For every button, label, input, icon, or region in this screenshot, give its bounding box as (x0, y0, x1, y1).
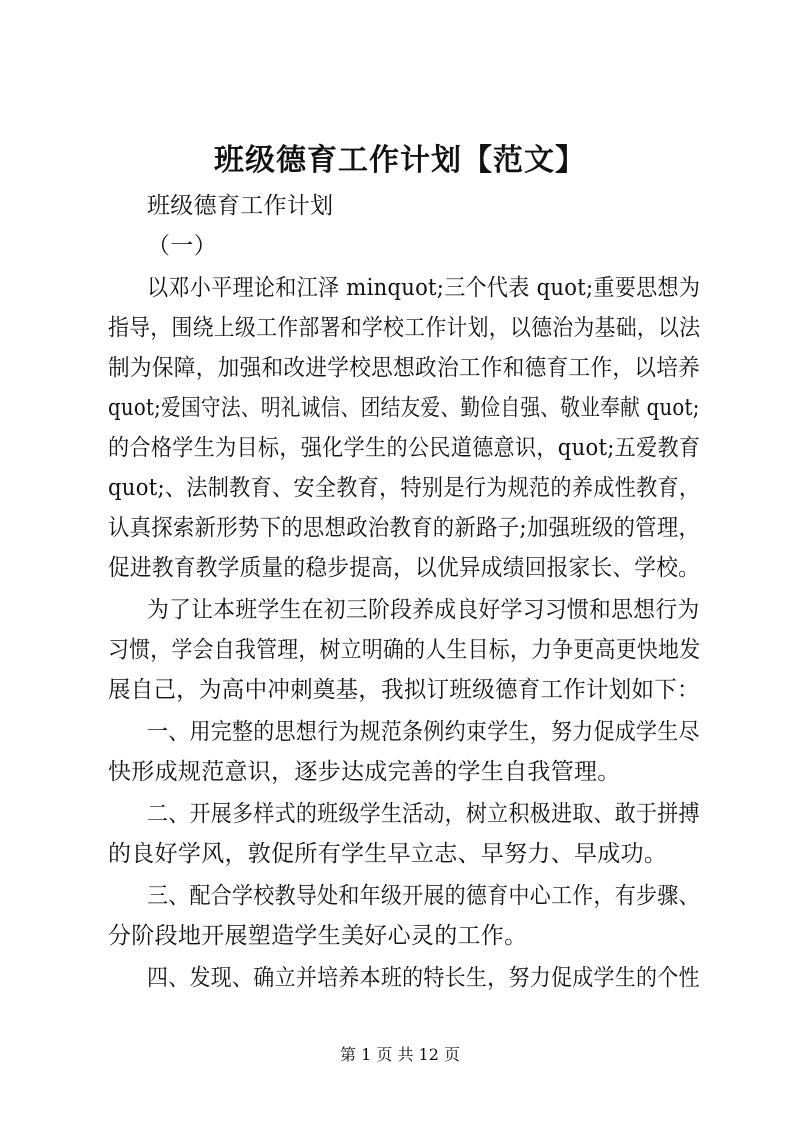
page-number-footer: 第 1 页 共 12 页 (340, 1045, 460, 1064)
paragraph-line: 习惯，学会自我管理，树立明确的人生目标，力争更高更快地发 (108, 637, 701, 663)
paragraph-line: 制为保障，加强和改进学校思想政治工作和德育工作，以培养 (108, 355, 701, 381)
paragraph-line: 为了让本班学生在初三阶段养成良好学习习惯和思想行为 (147, 597, 700, 623)
paragraph-line: 指导，围绕上级工作部署和学校工作计划，以德治为基础，以法 (108, 315, 701, 341)
paragraph-line: quot;、法制教育、安全教育，特别是行为规范的养成性教育， (108, 475, 701, 501)
paragraph-line: 一、用完整的思想行为规范条例约束学生，努力促成学生尽 (147, 719, 700, 745)
paragraph-line: 促进教育教学质量的稳步提高，以优异成绩回报家长、学校。 (108, 555, 701, 581)
paragraph-line: 四、发现、确立并培养本班的特长生，努力促成学生的个性 (147, 965, 700, 991)
paragraph-line: quot;爱国守法、明礼诚信、团结友爱、勤俭自强、敬业奉献 quot; (108, 395, 700, 421)
paragraph-line: 认真探索新形势下的思想政治教育的新路子;加强班级的管理， (108, 515, 701, 541)
paragraph-line: 以邓小平理论和江泽 minquot;三个代表 quot;重要思想为 (147, 275, 701, 301)
document-title: 班级德育工作计划【范文】 (214, 143, 586, 178)
subtitle-line: 班级德育工作计划 (147, 193, 334, 219)
paragraph-line: 的良好学风，敦促所有学生早立志、早努力、早成功。 (108, 841, 668, 867)
section-number: （一） (147, 233, 217, 259)
paragraph-line: 二、开展多样式的班级学生活动，树立积极进取、敢于拼搏 (147, 801, 700, 827)
paragraph-line: 展自己，为高中冲刺奠基，我拟订班级德育工作计划如下： (108, 677, 700, 703)
paragraph-line: 三、配合学校教导处和年级开展的德育中心工作，有步骤、 (147, 883, 700, 909)
paragraph-line: 分阶段地开展塑造学生美好心灵的工作。 (108, 923, 528, 949)
paragraph-line: 快形成规范意识，逐步达成完善的学生自我管理。 (108, 759, 621, 785)
paragraph-line: 的合格学生为目标，强化学生的公民道德意识，quot;五爱教育 (108, 435, 701, 461)
